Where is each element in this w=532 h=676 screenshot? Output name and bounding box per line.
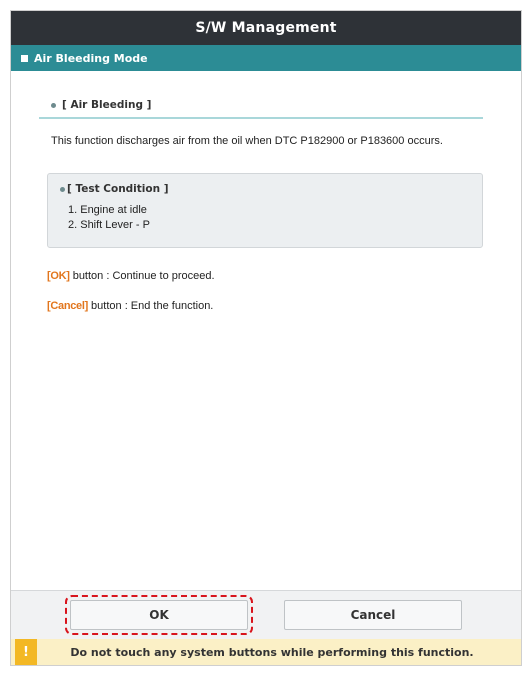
ok-hint [47, 270, 483, 282]
warning-text: Do not touch any system buttons while performing this function. [70, 645, 474, 659]
test-condition-heading-text: [ Test Condition ] [67, 183, 169, 195]
cancel-hint-text: button : End the function. [88, 300, 214, 312]
exclamation-icon: ! [15, 639, 37, 665]
warning-bar [11, 639, 521, 665]
test-condition-heading [60, 183, 482, 195]
mode-bar [11, 45, 521, 71]
test-condition-box [47, 173, 483, 248]
test-condition-list [60, 203, 482, 233]
test-condition-item: 1. Engine at idle [68, 204, 147, 216]
window-title: S/W Management [195, 20, 337, 36]
mode-bar-label: Air Bleeding Mode [34, 51, 148, 65]
cancel-hint-key: [Cancel] [47, 300, 88, 312]
square-bullet-icon [21, 55, 28, 62]
section-heading-text: [ Air Bleeding ] [62, 99, 152, 111]
sw-management-window [10, 10, 522, 666]
ok-hint-text: button : Continue to proceed. [69, 270, 215, 282]
button-row [11, 590, 521, 639]
test-condition-item: 2. Shift Lever - P [68, 219, 150, 231]
window-titlebar [11, 11, 521, 45]
ok-button[interactable]: OK [70, 600, 248, 630]
dot-bullet-icon [60, 187, 65, 192]
ok-hint-key: [OK] [47, 270, 70, 282]
cancel-hint [47, 300, 483, 312]
main-content [11, 99, 521, 312]
section-heading [39, 99, 483, 119]
dot-bullet-icon [51, 103, 56, 108]
footer [11, 590, 521, 665]
cancel-button[interactable]: Cancel [284, 600, 462, 630]
function-description: This function discharges air from the oil when DTC P182900 or P183600 occurs. [51, 135, 443, 147]
